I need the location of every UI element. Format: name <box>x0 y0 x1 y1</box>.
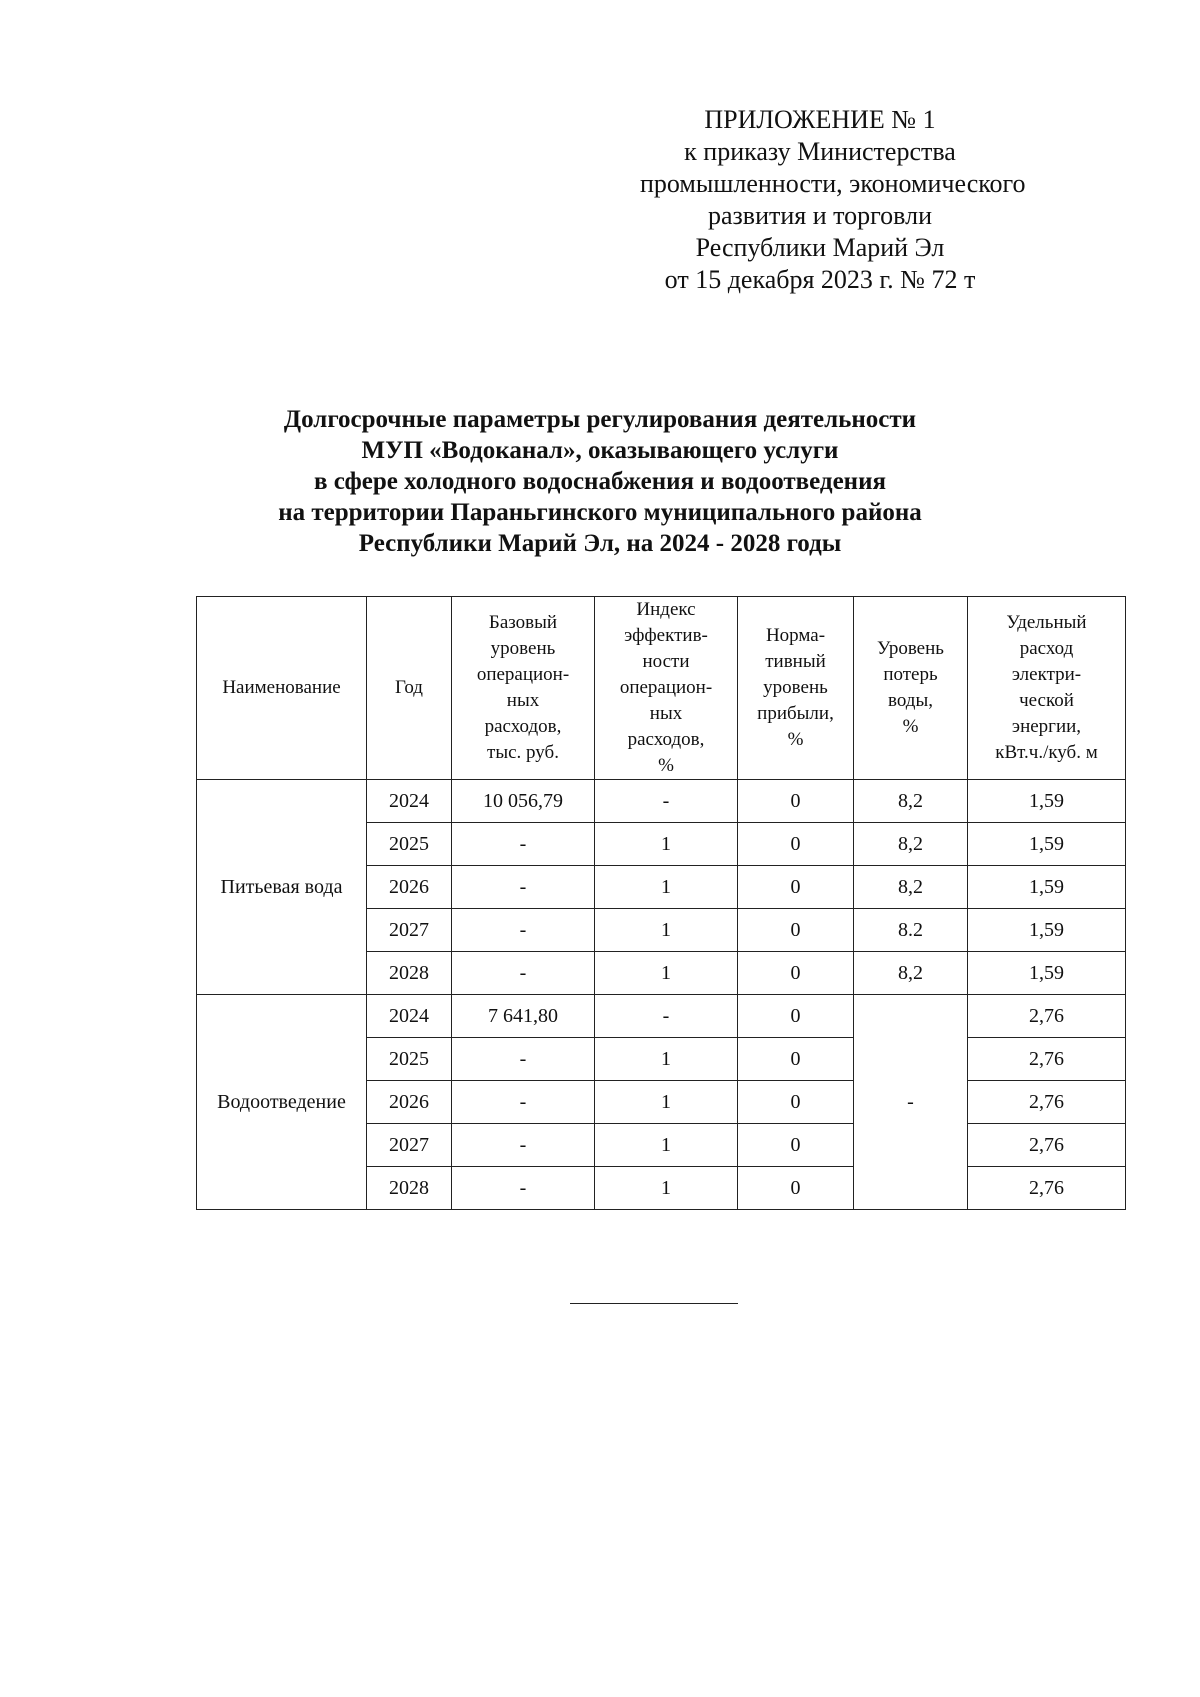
index-cell: 1 <box>595 1167 738 1210</box>
energy-cell: 2,76 <box>968 1124 1126 1167</box>
title-line: на территории Параньгинского муниципального района <box>278 499 922 526</box>
energy-cell: 2,76 <box>968 1038 1126 1081</box>
appendix-line: промышленности, экономического <box>640 169 1026 198</box>
profit-cell: 0 <box>738 1038 854 1081</box>
year-cell: 2026 <box>367 1081 452 1124</box>
profit-cell: 0 <box>738 1124 854 1167</box>
index-cell: 1 <box>595 1124 738 1167</box>
appendix-header <box>640 104 1026 296</box>
table-row <box>197 780 1126 823</box>
year-cell: 2024 <box>367 780 452 823</box>
year-cell: 2026 <box>367 866 452 909</box>
year-cell: 2028 <box>367 952 452 995</box>
energy-cell: 1,59 <box>968 823 1126 866</box>
appendix-line: Республики Марий Эл <box>695 233 945 262</box>
profit-cell: 0 <box>738 952 854 995</box>
index-cell: 1 <box>595 909 738 952</box>
index-cell: 1 <box>595 1038 738 1081</box>
year-cell: 2024 <box>367 995 452 1038</box>
index-cell: 1 <box>595 823 738 866</box>
profit-cell: 0 <box>738 780 854 823</box>
base-cell: - <box>452 909 595 952</box>
closing-divider <box>570 1303 738 1304</box>
energy-cell: 2,76 <box>968 1167 1126 1210</box>
base-cell: - <box>452 823 595 866</box>
index-cell: 1 <box>595 1081 738 1124</box>
index-cell: - <box>595 780 738 823</box>
energy-cell: 2,76 <box>968 1081 1126 1124</box>
loss-cell: 8.2 <box>854 909 968 952</box>
base-cell: - <box>452 866 595 909</box>
base-cell: 7 641,80 <box>452 995 595 1038</box>
year-cell: 2027 <box>367 909 452 952</box>
year-cell: 2027 <box>367 1124 452 1167</box>
profit-cell: 0 <box>738 1081 854 1124</box>
base-cell: - <box>452 1124 595 1167</box>
header-profit-level: Норма- тивный уровень прибыли, % <box>738 597 854 780</box>
index-cell: 1 <box>595 952 738 995</box>
table-header-row <box>197 597 1126 780</box>
header-year: Год <box>367 597 452 780</box>
group-name-cell: Питьевая вода <box>197 780 367 995</box>
energy-cell: 2,76 <box>968 995 1126 1038</box>
header-name: Наименование <box>197 597 367 780</box>
profit-cell: 0 <box>738 995 854 1038</box>
base-cell: - <box>452 952 595 995</box>
title-line: Долгосрочные параметры регулирования деятельности <box>283 406 917 433</box>
loss-cell: 8,2 <box>854 866 968 909</box>
loss-cell: 8,2 <box>854 952 968 995</box>
group-name-cell: Водоотведение <box>197 995 367 1210</box>
title-line: МУП «Водоканал», оказывающего услуги <box>361 437 839 464</box>
base-cell: - <box>452 1081 595 1124</box>
year-cell: 2028 <box>367 1167 452 1210</box>
parameters-table <box>196 596 1126 1210</box>
appendix-line: от 15 декабря 2023 г. № 72 т <box>664 265 976 294</box>
year-cell: 2025 <box>367 1038 452 1081</box>
header-water-loss: Уровень потерь воды, % <box>854 597 968 780</box>
profit-cell: 0 <box>738 1167 854 1210</box>
energy-cell: 1,59 <box>968 780 1126 823</box>
table-row <box>197 995 1126 1038</box>
year-cell: 2025 <box>367 823 452 866</box>
profit-cell: 0 <box>738 909 854 952</box>
energy-cell: 1,59 <box>968 952 1126 995</box>
appendix-line: ПРИЛОЖЕНИЕ № 1 <box>704 105 936 134</box>
header-base-opex: Базовый уровень операцион- ных расходов, тыс. руб. <box>452 597 595 780</box>
document-title <box>200 404 1000 559</box>
base-cell: 10 056,79 <box>452 780 595 823</box>
header-efficiency-index: Индекс эффектив- ности операцион- ных расходов, % <box>595 597 738 780</box>
base-cell: - <box>452 1038 595 1081</box>
loss-merged-cell: - <box>854 995 968 1210</box>
loss-cell: 8,2 <box>854 780 968 823</box>
appendix-line: к приказу Министерства <box>684 137 956 166</box>
appendix-line: развития и торговли <box>707 201 932 230</box>
header-energy-rate: Удельный расход электри- ческой энергии, кВт.ч./куб. м <box>968 597 1126 780</box>
energy-cell: 1,59 <box>968 866 1126 909</box>
title-line: Республики Марий Эл, на 2024 - 2028 годы <box>358 530 842 557</box>
profit-cell: 0 <box>738 866 854 909</box>
index-cell: - <box>595 995 738 1038</box>
loss-cell: 8,2 <box>854 823 968 866</box>
energy-cell: 1,59 <box>968 909 1126 952</box>
index-cell: 1 <box>595 866 738 909</box>
base-cell: - <box>452 1167 595 1210</box>
title-line: в сфере холодного водоснабжения и водоотведения <box>313 468 887 495</box>
profit-cell: 0 <box>738 823 854 866</box>
